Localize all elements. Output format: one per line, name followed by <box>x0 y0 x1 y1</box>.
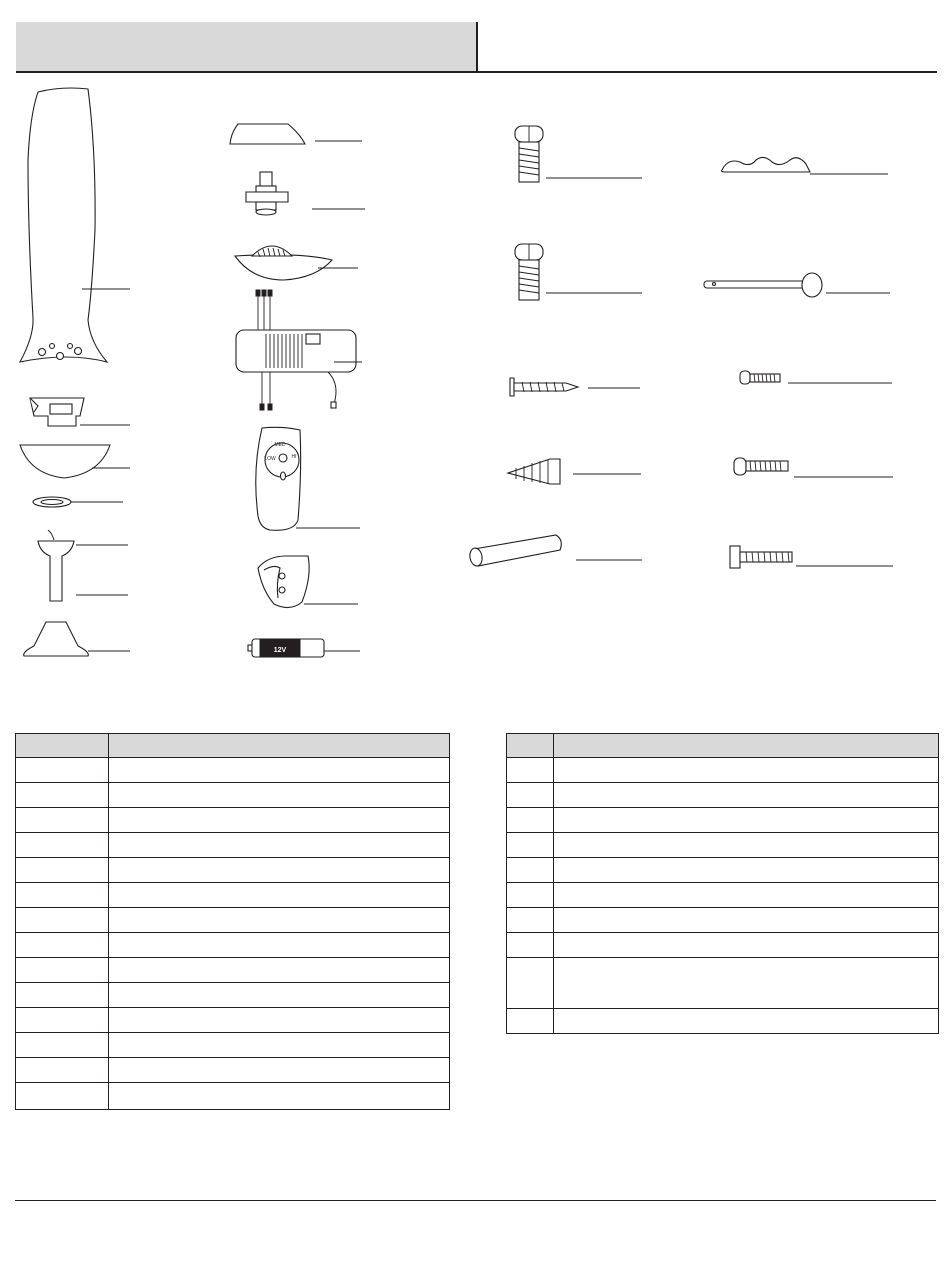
table-cell <box>507 758 554 783</box>
table-cell <box>109 783 450 808</box>
wire-connector-illustration <box>508 459 641 484</box>
table-cell <box>109 858 450 883</box>
table-cell <box>109 883 450 908</box>
table-cell <box>109 808 450 833</box>
table-cell <box>109 908 450 933</box>
table-row <box>507 758 939 783</box>
table-header-cell <box>554 734 939 758</box>
table-row <box>16 783 450 808</box>
table-row <box>507 833 939 858</box>
table-cell <box>109 833 450 858</box>
table-cell <box>109 1083 450 1110</box>
table-cell <box>554 833 939 858</box>
table-header-cell <box>16 734 109 758</box>
table-cell <box>16 833 109 858</box>
remote-knob-low: LOW <box>264 456 276 462</box>
table-cell <box>16 1033 109 1058</box>
table-cell <box>507 933 554 958</box>
parts-table-left <box>15 733 450 1110</box>
table-header-cell <box>507 734 554 758</box>
small-screw-illustration <box>740 371 892 384</box>
table-cell <box>554 883 939 908</box>
table-cell <box>554 783 939 808</box>
table-row <box>16 883 450 908</box>
table-row <box>16 1058 450 1083</box>
table-cell <box>109 1008 450 1033</box>
table-row <box>507 1009 939 1034</box>
table-cell <box>507 908 554 933</box>
remote-knob-med: MED <box>274 442 286 448</box>
table-header-row <box>16 734 450 758</box>
hitch-pin-clip-illustration <box>722 157 889 174</box>
clevis-pin-illustration <box>704 273 890 297</box>
blade-bracket-illustration <box>30 398 130 426</box>
table-cell <box>16 858 109 883</box>
table-row <box>16 933 450 958</box>
table-cell <box>507 858 554 883</box>
table-cell <box>109 958 450 983</box>
table-row <box>16 1083 450 1110</box>
table-cell <box>109 983 450 1008</box>
table-row <box>16 758 450 783</box>
coupling-cover-illustration <box>24 622 130 656</box>
table-row <box>16 1008 450 1033</box>
table-row <box>16 958 450 983</box>
table-row <box>507 883 939 908</box>
table-cell <box>109 933 450 958</box>
table-row <box>16 908 450 933</box>
table-row <box>16 983 450 1008</box>
table-row <box>507 783 939 808</box>
large-screw-2-illustration <box>515 244 642 300</box>
finial-cap-illustration <box>230 124 362 144</box>
hex-bolt-illustration <box>730 546 893 568</box>
table-cell <box>507 808 554 833</box>
table-cell <box>16 808 109 833</box>
wall-cradle-illustration <box>258 556 358 608</box>
table-header-row <box>507 734 939 758</box>
table-cell <box>16 783 109 808</box>
mounting-assembly-illustration <box>246 172 365 215</box>
remote-knob-hi: HI <box>291 454 297 460</box>
table-cell <box>16 758 109 783</box>
table-cell <box>16 908 109 933</box>
battery-illustration <box>248 639 360 657</box>
table-row <box>16 808 450 833</box>
table-cell <box>554 758 939 783</box>
table-cell <box>554 908 939 933</box>
table-row <box>507 933 939 958</box>
remote-illustration <box>256 427 360 530</box>
table-cell <box>109 1058 450 1083</box>
wood-screw-illustration <box>510 378 640 396</box>
table-row <box>507 958 939 1009</box>
table-cell <box>16 1008 109 1033</box>
table-cell <box>507 833 554 858</box>
table-cell <box>507 958 554 1009</box>
table-cell <box>16 1058 109 1083</box>
switch-cup-illustration <box>20 445 130 478</box>
battery-label: 12V <box>273 647 287 654</box>
blade-illustration <box>20 88 130 362</box>
parts-table-right <box>506 733 939 1034</box>
table-cell <box>16 958 109 983</box>
table-cell <box>507 783 554 808</box>
table-cell <box>16 933 109 958</box>
medium-screw-illustration <box>734 458 893 477</box>
table-cell <box>109 1033 450 1058</box>
table-row <box>16 858 450 883</box>
table-cell <box>554 808 939 833</box>
dowel-illustration <box>469 535 642 567</box>
table-cell <box>109 758 450 783</box>
footer-rule <box>15 1200 936 1201</box>
table-cell <box>16 883 109 908</box>
motor-housing-illustration <box>235 246 358 280</box>
trim-ring-illustration <box>33 497 123 507</box>
table-row <box>507 808 939 833</box>
table-cell <box>554 858 939 883</box>
receiver-illustration <box>236 290 362 410</box>
table-row <box>507 908 939 933</box>
downrod-illustration <box>38 530 128 601</box>
table-cell <box>16 1083 109 1110</box>
table-header-cell <box>109 734 450 758</box>
table-row <box>16 833 450 858</box>
table-cell <box>554 958 939 1009</box>
table-cell <box>507 1009 554 1034</box>
table-row <box>507 858 939 883</box>
large-screw-1-illustration <box>515 126 642 182</box>
table-row <box>16 1033 450 1058</box>
table-cell <box>554 933 939 958</box>
table-cell <box>16 983 109 1008</box>
table-cell <box>507 883 554 908</box>
table-cell <box>554 1009 939 1034</box>
